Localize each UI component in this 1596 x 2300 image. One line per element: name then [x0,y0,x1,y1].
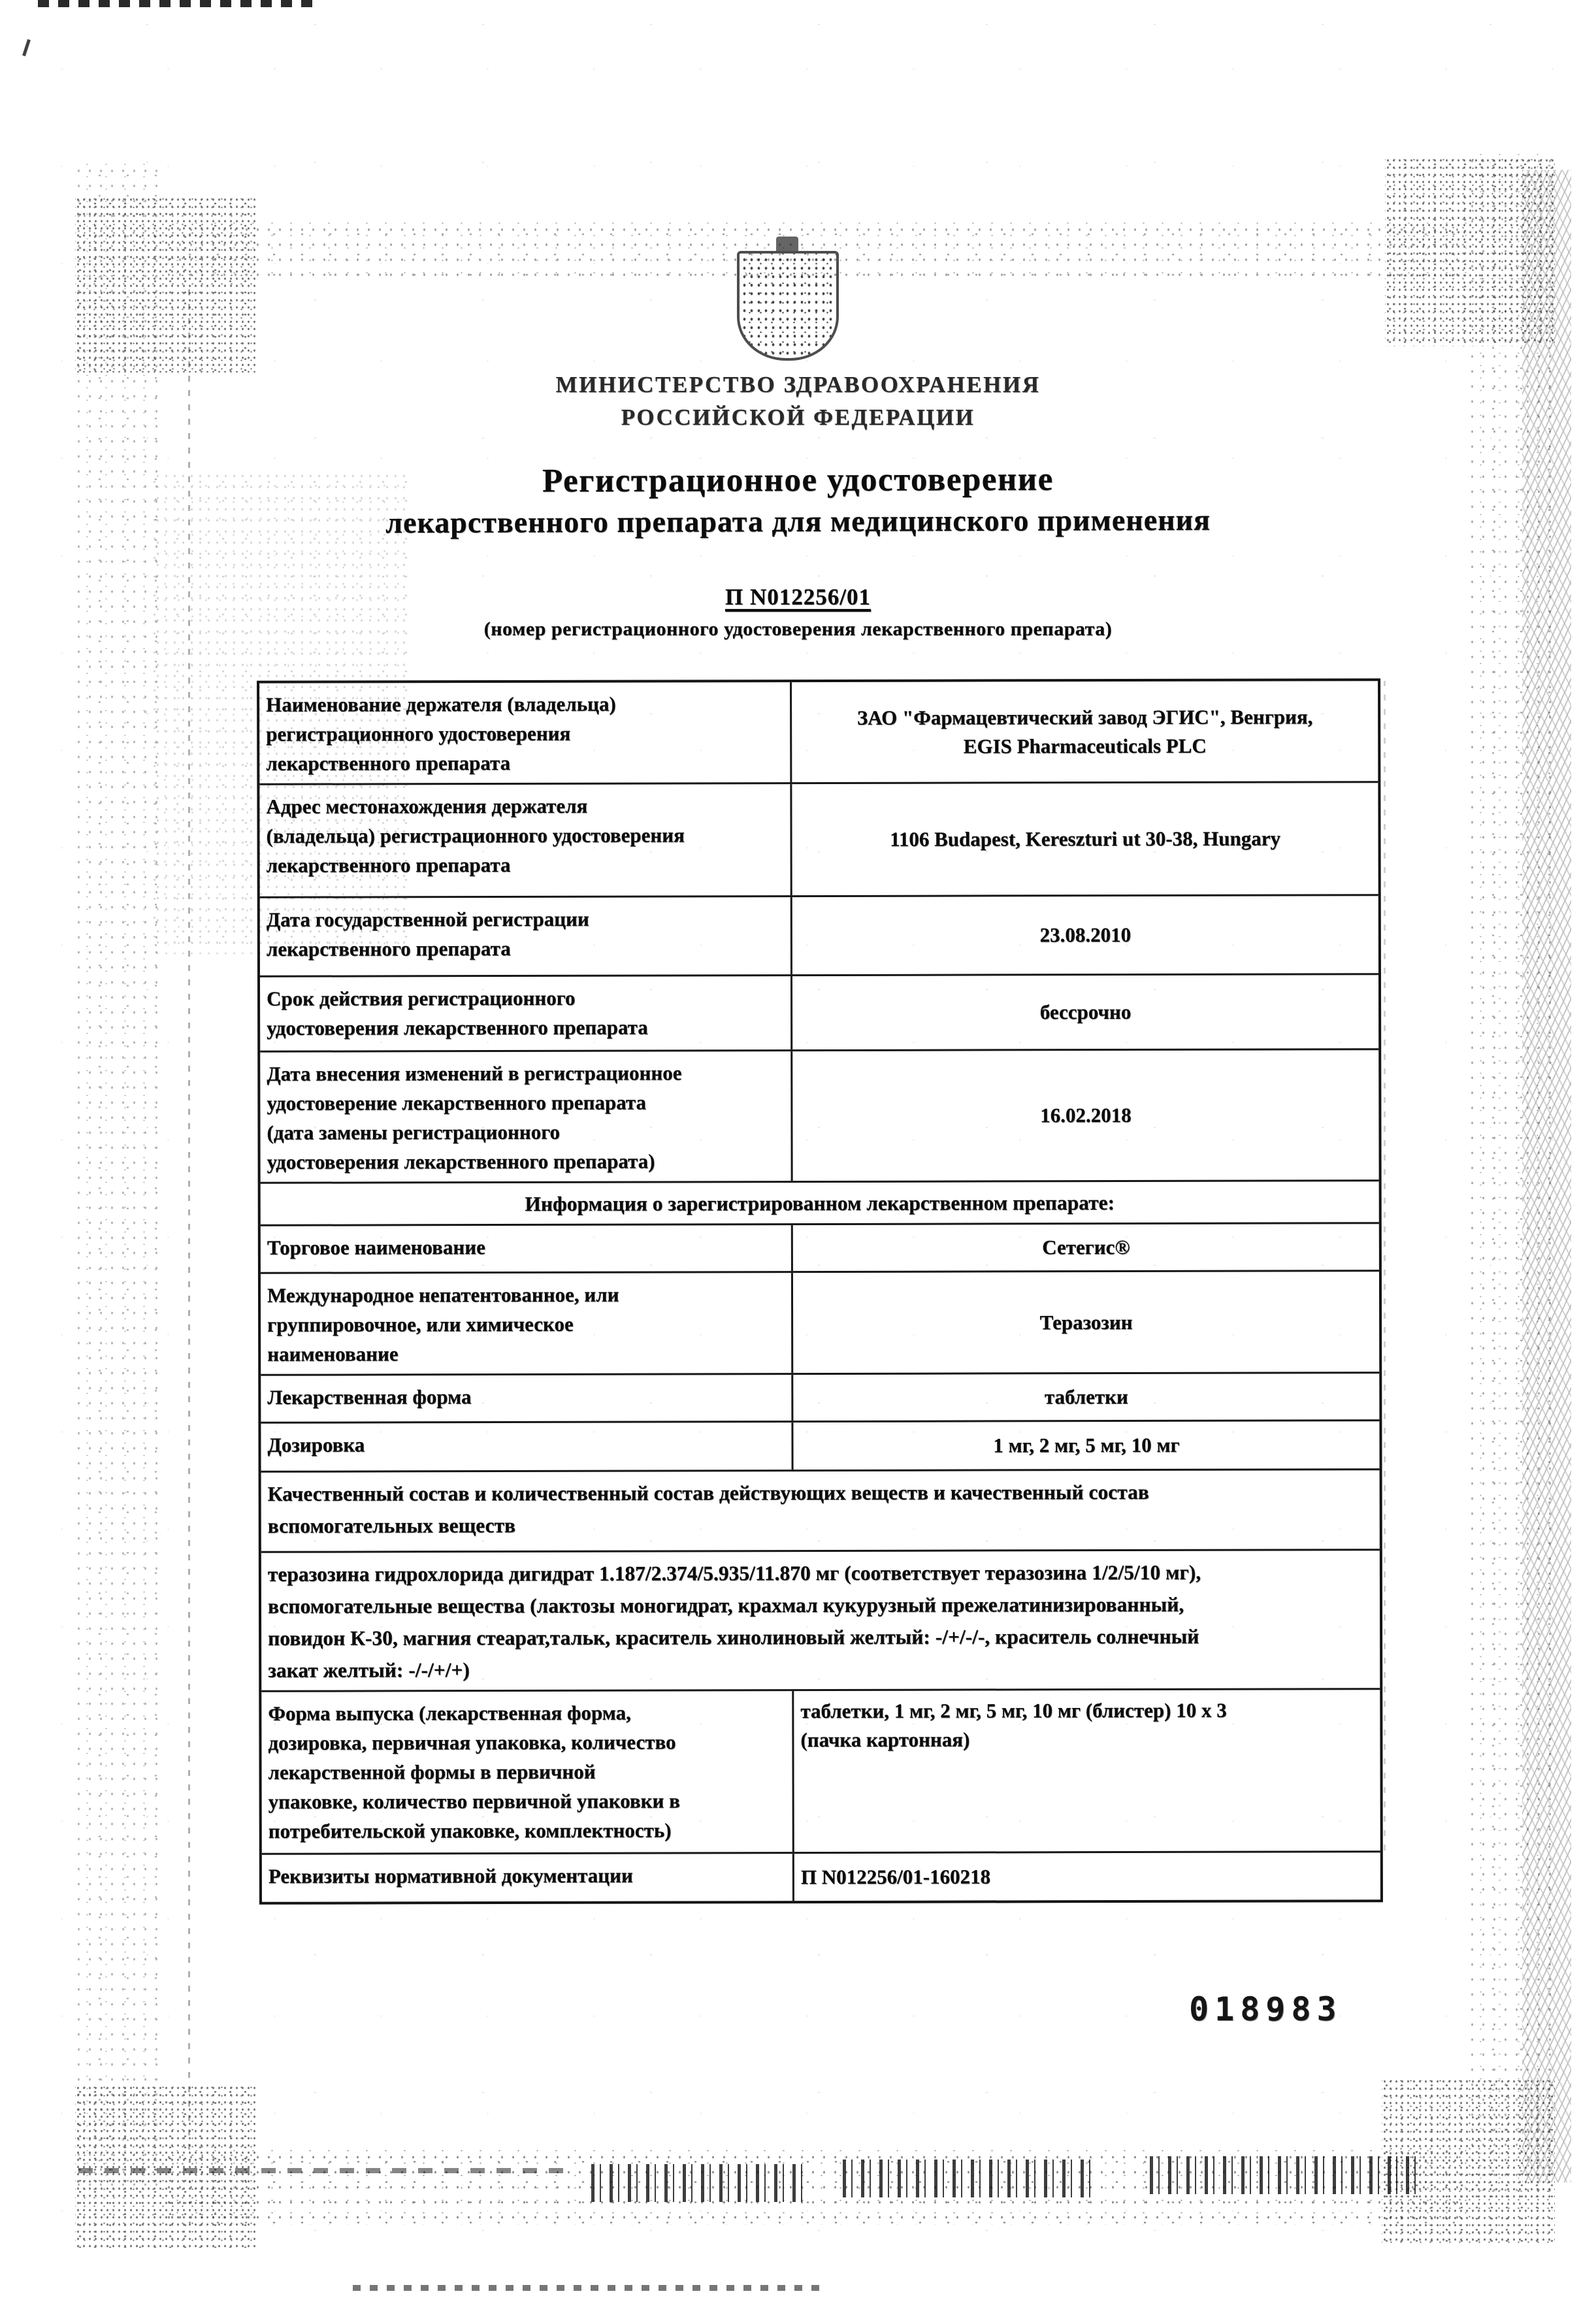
document-title [0,456,1596,544]
row-label: Срок действия регистрационного удостоверения лекарственного препарата [267,986,648,1040]
coat-of-arms-emblem [737,251,839,361]
details-table [257,678,1383,1905]
scan-artifact-bottom-edge [353,2285,823,2291]
row-label: Лекарственная форма [267,1385,472,1409]
row-label: Дата государственной регистрации лекарственного препарата [266,907,589,961]
registration-number: П N012256/01 [725,584,871,610]
row-label: Дата внесения изменений в регистрационное удостоверение лекарственного препарата (дата замены регистрационного удостоверения лекарственного препарата) [267,1061,682,1174]
serial-number: 018983 [1189,1990,1343,2028]
row-value: бессрочно [790,975,1378,1049]
table-row [261,1468,1380,1551]
table-row [260,894,1378,976]
row-label: Форма выпуска (лекарственная форма, дозировка, первичная упаковка, количество лекарственной формы в первичной упаковке, количество первичной упаковки в потребительской упаковке, комплектность) [268,1701,680,1843]
table-row [261,1549,1380,1690]
ministry-header [0,369,1596,434]
scan-artifact-barcode [843,2160,1098,2197]
table-row [259,681,1378,783]
row-text: Информация о зарегистрированном лекарственном препарате: [525,1191,1115,1215]
table-row [261,1419,1379,1471]
ministry-line2: РОССИЙСКОЙ ФЕДЕРАЦИИ [621,404,975,430]
row-text: теразозина гидрохлорида дигидрат 1.187/2.374/5.935/11.870 мг (соответствует теразозина 1/2/5/10 мг), вспомогательные вещества (лактозы моногидрат, крахмал кукурузный прежелатинизированный, повидон К-30, магния стеарат,тальк, краситель хинолиновый желтый: -/+/-/-, краситель солнечный закат желтый: -/-/+/+) [267,1560,1201,1682]
row-value: 1106 Budapest, Kereszturi ut 30-38, Hungary [790,783,1378,895]
row-label: Реквизиты нормативной документации [268,1864,633,1888]
row-label: Наименование держателя (владельца) регистрационного удостоверения лекарственного препарата [266,692,616,775]
border-corner-top-left [75,196,258,372]
border-corner-top-right [1385,157,1555,346]
row-value: П N012256/01-160218 [792,1852,1380,1901]
border-dotted-line-right [1384,681,1386,1850]
scan-artifact-top-dashes [38,0,312,7]
guilloche-border-bottom [163,2150,1467,2225]
table-row [261,1179,1379,1224]
row-value: таблетки [791,1373,1379,1421]
table-row [259,781,1378,896]
title-line2: лекарственного препарата для медицинского применения [385,502,1211,540]
row-label: Адрес местонахождения держателя (владельца) регистрационного удостоверения лекарственного препарата [266,794,685,877]
row-value: Сетегис® [791,1224,1379,1271]
table-row [260,1048,1378,1182]
row-value: ЗАО "Фармацевтический завод ЭГИС", Венгрия, EGIS Pharmaceuticals PLC [790,681,1378,782]
row-label: Торговое наименование [267,1236,485,1259]
scan-artifact-barcode [591,2164,807,2202]
row-value: Теразозин [791,1272,1379,1373]
row-label: Дозировка [267,1433,365,1456]
table-row [261,1688,1380,1853]
row-value: 23.08.2010 [790,896,1378,974]
row-value: 16.02.2018 [790,1050,1378,1181]
row-text: Качественный состав и количественный состав действующих веществ и качественный состав вспомогательных веществ [267,1480,1149,1537]
border-corner-bottom-left [75,2084,258,2248]
row-value: таблетки, 1 мг, 2 мг, 5 мг, 10 мг (блистер) 10 х 3 (пачка картонная) [792,1690,1380,1852]
border-corner-bottom-right [1382,2078,1555,2244]
scan-artifact-bottom-dashes [78,2168,575,2173]
table-row [261,1270,1379,1374]
title-line1: Регистрационное удостоверение [542,461,1054,500]
scan-artifact-barcode [1150,2156,1424,2194]
table-row [261,1222,1379,1272]
table-row [261,1372,1379,1422]
row-value: 1 мг, 2 мг, 5 мг, 10 мг [791,1421,1379,1470]
border-dotted-line-left [188,281,190,2150]
ministry-line1: МИНИСТЕРСТВО ЗДРАВООХРАНЕНИЯ [555,372,1041,397]
row-label: Международное непатентованное, или группировочное, или химическое наименование [267,1283,619,1366]
table-row [262,1850,1380,1902]
table-row [260,973,1378,1051]
registration-number-caption: (номер регистрационного удостоверения лекарственного препарата) [483,618,1113,640]
scan-artifact-tick [22,39,31,56]
